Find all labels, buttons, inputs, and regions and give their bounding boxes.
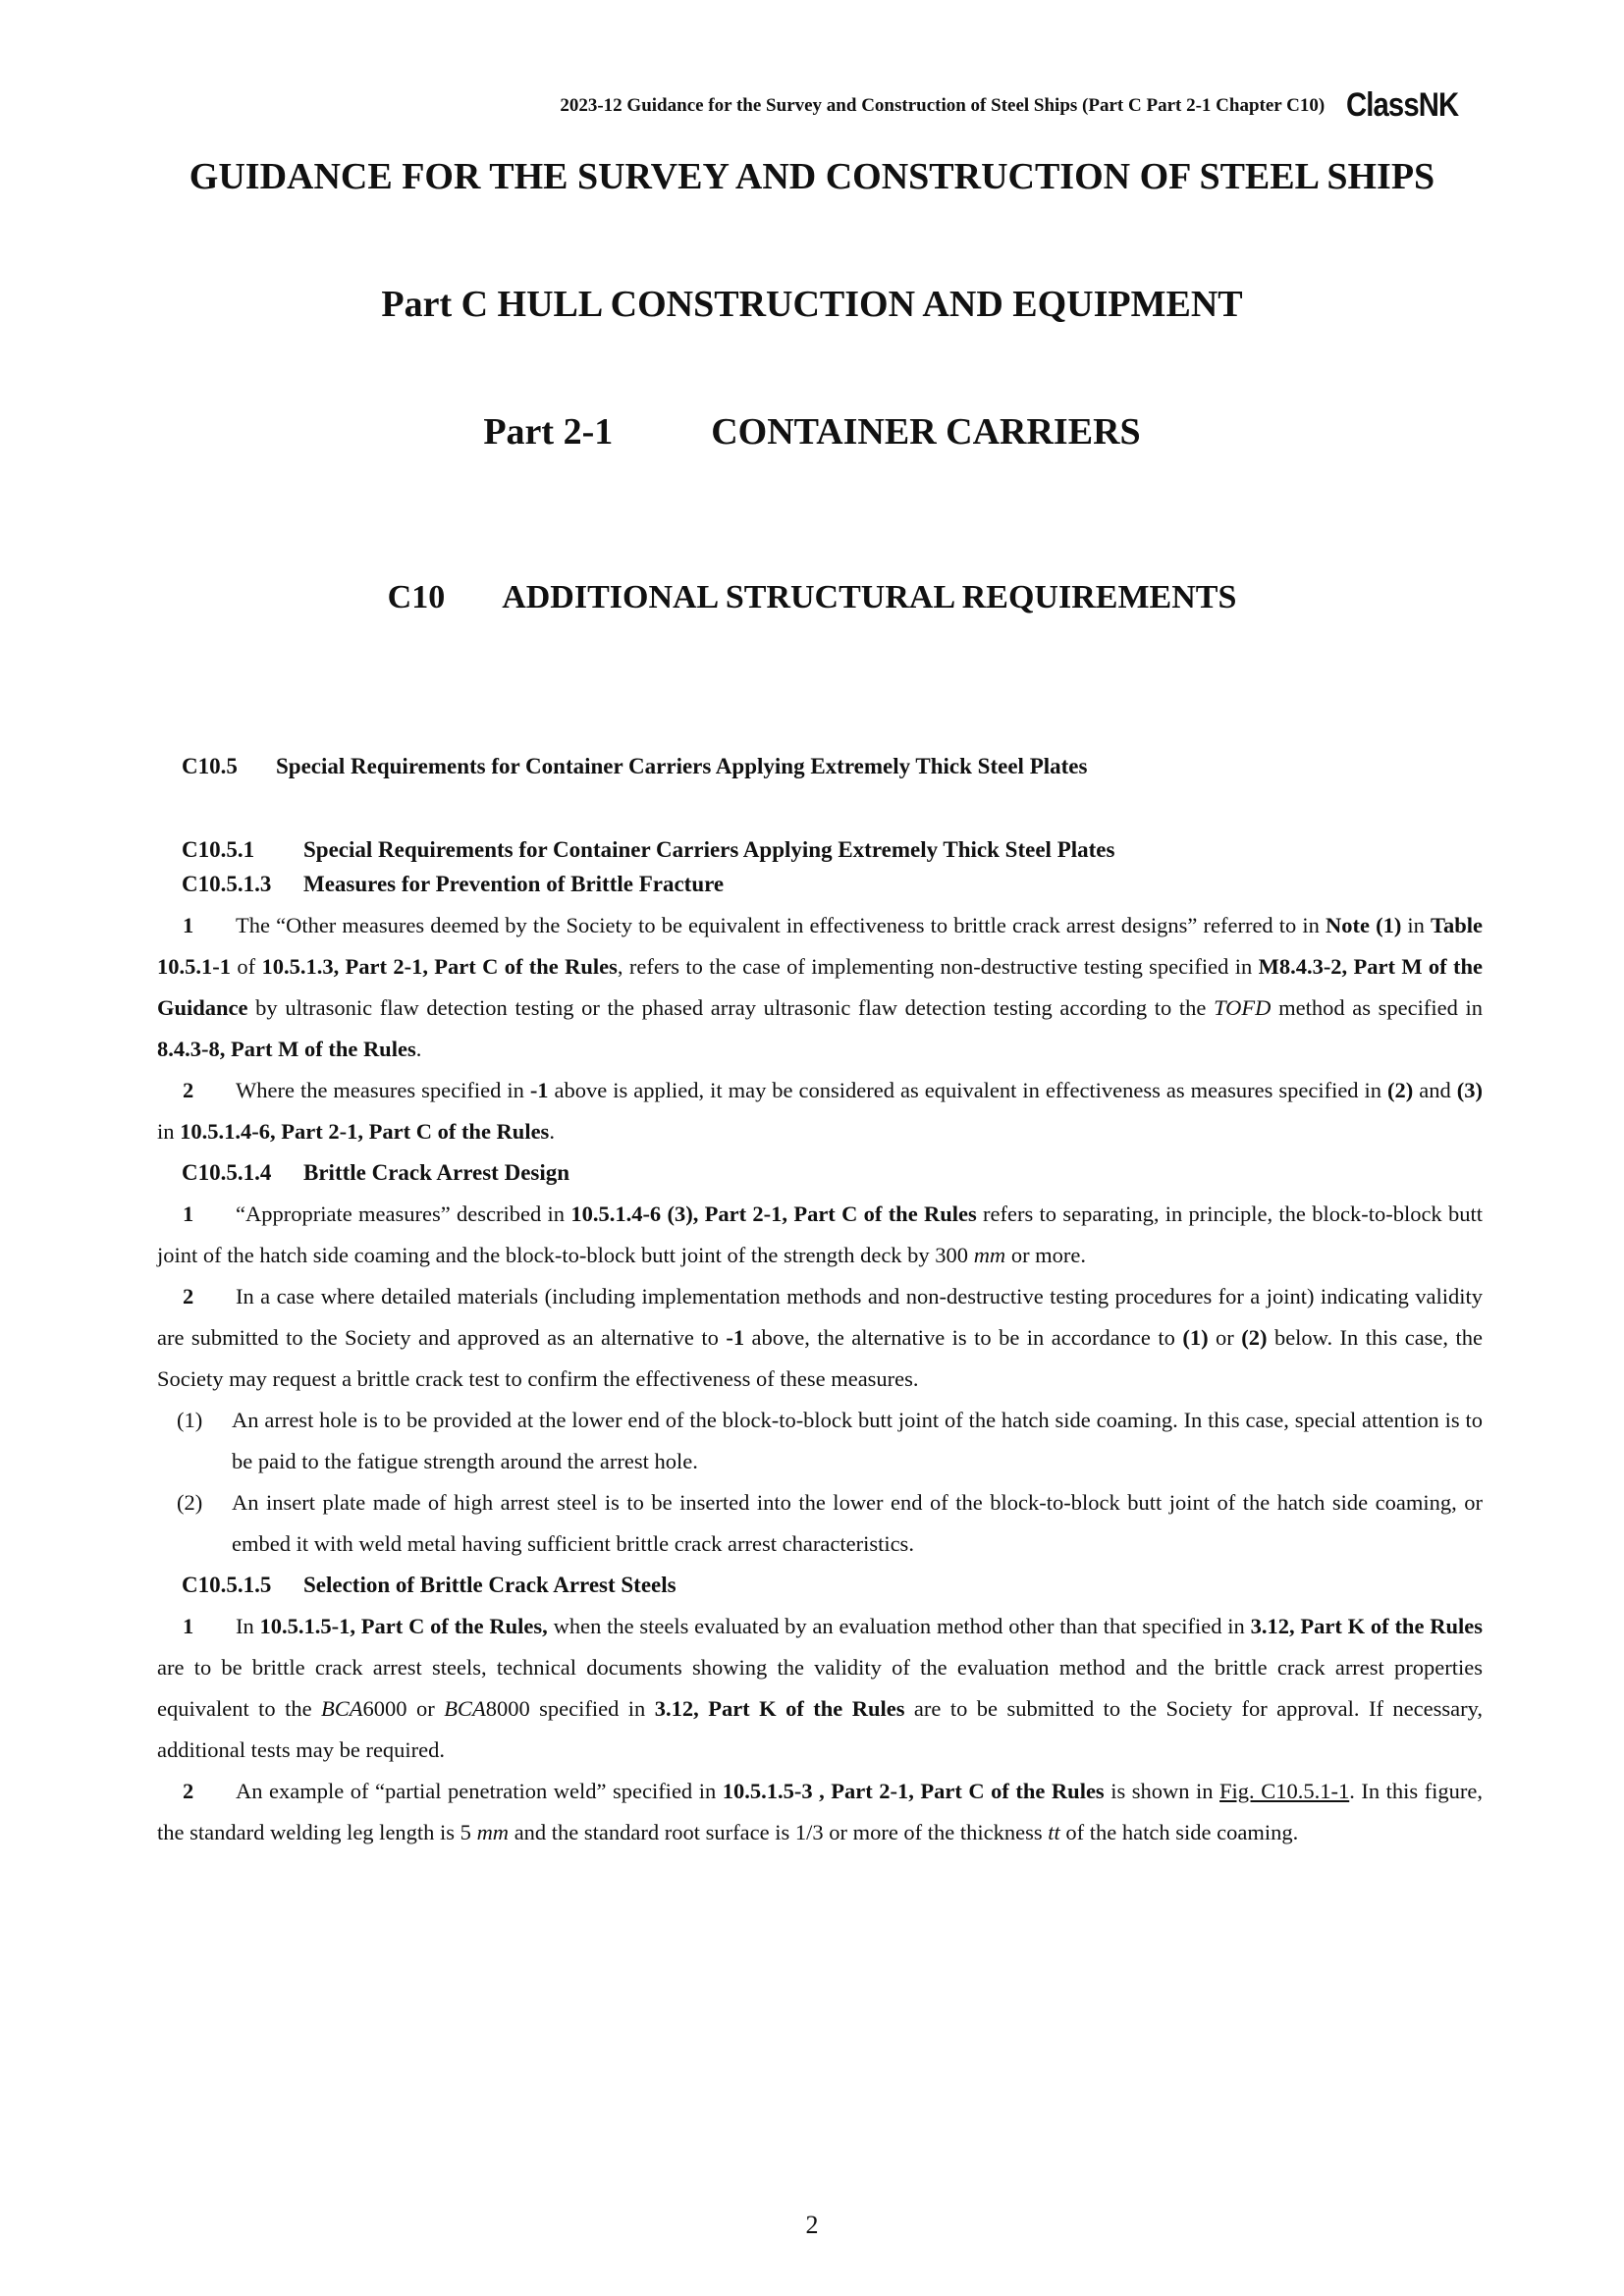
subpart-number: Part 2-1: [483, 411, 614, 453]
subsection-heading: [182, 837, 1114, 863]
figure-link[interactable]: Fig. C10.5.1-1: [1219, 1779, 1350, 1803]
section-heading: [182, 754, 1087, 779]
subsection-title: Special Requirements for Container Carriers Applying Extremely Thick Steel Plates: [303, 837, 1115, 862]
clause-heading: C10.5.1.4 Brittle Crack Arrest Design: [182, 1160, 570, 1185]
section-number: C10.5: [182, 754, 238, 778]
subpart-title: [0, 410, 1624, 454]
page-number: 2: [805, 2211, 819, 2239]
classnk-logo: ClassNK: [1346, 86, 1459, 124]
running-title: 2023-12 Guidance for the Survey and Construction of Steel Ships (Part C Part 2-1 Chapter C10): [560, 94, 1326, 116]
paragraph: 1 “Appropriate measures” described in 10.5.1.4-6 (3), Part 2-1, Part C of the Rules refers to separating, in principle, the block-to-block butt joint of the hatch side coaming and the block-to-block butt joint of the strength deck by 300 mm or more.: [157, 1201, 1483, 1267]
main-title: GUIDANCE FOR THE SURVEY AND CONSTRUCTION OF STEEL SHIPS: [189, 156, 1435, 197]
paragraph: 1 The “Other measures deemed by the Society to be equivalent in effectiveness to brittle crack arrest designs” referred to in Note (1) in Table 10.5.1-1 of 10.5.1.3, Part 2-1, Part C of the Rules, refers to the case of implementing non-destructive testing specified in M8.4.3-2, Part M of the Guidance by ultrasonic flaw detection testing or the phased array ultrasonic flaw detection testing according to the TOFD method as specified in 8.4.3-8, Part M of the Rules.: [157, 913, 1483, 1061]
chapter-title: [0, 579, 1624, 616]
chapter-name: ADDITIONAL STRUCTURAL REQUIREMENTS: [502, 579, 1237, 615]
document-body: [157, 864, 1483, 1853]
section-title: Special Requirements for Container Carriers Applying Extremely Thick Steel Plates: [276, 754, 1088, 778]
part-title: Part C HULL CONSTRUCTION AND EQUIPMENT: [381, 284, 1243, 325]
paragraph: 1 In 10.5.1.5-1, Part C of the Rules, when the steels evaluated by an evaluation method other than that specified in 3.12, Part K of the Rules are to be brittle crack arrest steels, technical documents showing the validity of the evaluation method and the brittle crack arrest properties equivalent to the BCA6000 or BCA8000 specified in 3.12, Part K of the Rules are to be submitted to the Society for approval. If necessary, additional tests may be required.: [157, 1614, 1484, 1762]
list-item: (1) An arrest hole is to be provided at the lower end of the block-to-block butt joint of the hatch side coaming. In this case, special attention is to be paid to the fatigue strength around the arrest hole.: [177, 1408, 1483, 1473]
paragraph: 2 Where the measures specified in -1 above is applied, it may be considered as equivalent in effectiveness as measures specified in (2) and (3) in 10.5.1.4-6, Part 2-1, Part C of the Rules.: [157, 1078, 1483, 1144]
subpart-name: CONTAINER CARRIERS: [711, 411, 1141, 453]
chapter-number: C10: [387, 579, 446, 615]
clause-heading: C10.5.1.5 Selection of Brittle Crack Arrest Steels: [182, 1573, 677, 1597]
subsection-number: C10.5.1: [182, 837, 255, 862]
list-item: (2) An insert plate made of high arrest steel is to be inserted into the lower end of the block-to-block butt joint of the hatch side coaming, or embed it with weld metal having sufficient brittle crack arrest characteristics.: [177, 1490, 1483, 1556]
running-header: [560, 86, 1477, 125]
clause-heading: C10.5.1.3 Measures for Prevention of Brittle Fracture: [182, 872, 725, 896]
paragraph: 2 In a case where detailed materials (including implementation methods and non-destructive testing procedures for a joint) indicating validity are submitted to the Society and approved as an alternative to -1 above, the alternative is to be in accordance to (1) or (2) below. In this case, the Society may request a brittle crack test to confirm the effectiveness of these measures.: [157, 1284, 1483, 1391]
paragraph: 2 An example of “partial penetration weld” specified in 10.5.1.5-3 , Part 2-1, Part C of the Rules is shown in Fig. C10.5.1-1. In this figure, the standard welding leg length is 5 mm and the standard root surface is 1/3 or more of the thickness tt of the hatch side coaming.: [157, 1779, 1484, 1844]
